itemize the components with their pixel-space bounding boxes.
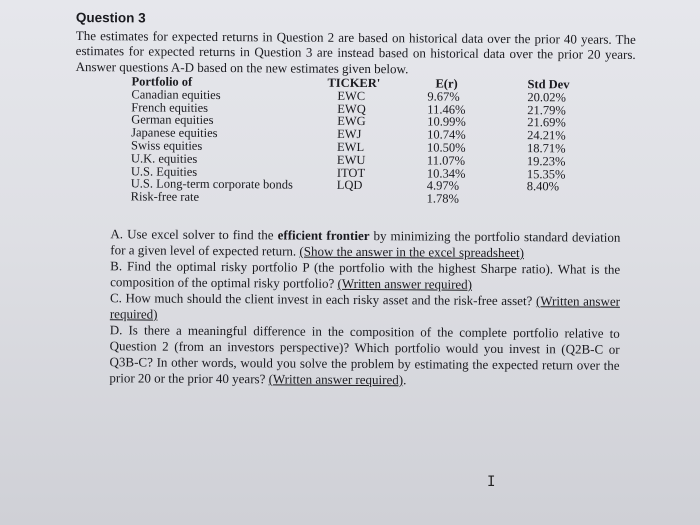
part-c-note: (Written answer required) (109, 293, 621, 322)
cell-stddev: 20.02% (527, 89, 566, 105)
text-cursor-icon: I (487, 474, 496, 490)
cell-er: 10.74% (427, 127, 466, 142)
cell-er: 10.34% (426, 166, 466, 181)
cell-portfolio: Risk-free rate (130, 189, 200, 205)
cell-stddev: 21.69% (527, 115, 566, 130)
cell-er: 11.46% (427, 102, 466, 117)
part-a-note: (Show the answer in the excel spreadsheet) (299, 243, 525, 261)
cell-portfolio: French equities (131, 99, 209, 115)
cell-ticker: EWJ (337, 127, 362, 142)
document (73, 10, 636, 390)
header-stddev: Std Dev (527, 77, 570, 92)
question-intro: The estimates for expected returns in Question 2 are based on historical data over the prior 40 years. The estimates for expected returns in Question 3 are instead based on historical data over the prior 20 years. Answer questions A-D based on the new estimates given below. (75, 27, 636, 76)
part-d-text: D. Is there a meaningful difference in the composition of the complete portfolio relative to Question 2 (from an investors perspective)? Which portfolio would you invest in (Q2B-C or Q3B-C? In other words, would you solve the problem by estimating the expected return over the prior 20 or the prior 40 years? (109, 322, 620, 387)
estimates-table (131, 75, 598, 206)
cell-ticker: EWG (337, 114, 366, 129)
cell-ticker (327, 192, 413, 205)
cell-er: 10.50% (427, 140, 466, 155)
part-d-note: (Written answer required) (268, 371, 404, 388)
cell-stddev: 18.71% (526, 141, 566, 156)
question-title: Question 3 (75, 10, 146, 26)
cell-er: 4.97% (426, 178, 460, 194)
cell-ticker: LQD (336, 178, 363, 193)
cell-er: 9.67% (427, 89, 460, 104)
cell-portfolio: U.S. Equities (130, 163, 198, 179)
cell-ticker: ITOT (336, 165, 366, 180)
header-ticker: TICKER' (327, 75, 381, 91)
cell-stddev: 15.35% (526, 166, 566, 181)
part-d-end: . (403, 372, 407, 388)
part-a-text-cont: by minimizing the portfolio standard deviation for a given level of expected return. (110, 228, 621, 259)
part-b (110, 258, 620, 294)
cell-ticker: EWU (336, 152, 366, 167)
cell-er: 11.07% (426, 153, 466, 168)
part-c-text: C. How much should the client invest in each risky asset and the risk-free asset? (109, 290, 537, 309)
cell-portfolio: Canadian equities (131, 87, 221, 102)
cell-ticker: EWC (337, 88, 366, 103)
cell-stddev: 21.79% (527, 102, 566, 118)
part-a (110, 226, 620, 262)
cell-portfolio: German equities (131, 112, 214, 128)
part-d (109, 322, 619, 390)
question-parts (109, 226, 620, 390)
cell-stddev: 19.23% (526, 153, 566, 169)
cell-stddev: 8.40% (526, 179, 560, 194)
part-c (110, 290, 620, 326)
cell-portfolio: Japanese equities (131, 125, 218, 141)
cell-stddev: 24.21% (527, 128, 566, 143)
cell-stddev (519, 193, 597, 206)
header-portfolio: Portfolio of (131, 74, 193, 89)
cell-er: 1.78% (426, 191, 460, 206)
cell-portfolio: U.K. equities (130, 151, 198, 166)
part-a-bold: efficient frontier (277, 227, 370, 244)
part-b-note: (Written answer required) (337, 275, 473, 292)
cell-er: 10.99% (427, 114, 466, 130)
cell-portfolio: U.S. Long-term corporate bonds (130, 176, 293, 192)
cell-portfolio: Swiss equities (131, 138, 203, 153)
header-er: E(r) (435, 76, 458, 91)
part-b-text: B. Find the optimal risky portfolio P (the portfolio with the highest Sharpe ratio). What is the composition of the optimal risky portfolio? (110, 258, 621, 291)
part-a-text: A. Use excel solver to find the (110, 226, 278, 243)
cell-ticker: EWQ (337, 101, 366, 116)
cell-ticker: EWL (337, 139, 365, 154)
